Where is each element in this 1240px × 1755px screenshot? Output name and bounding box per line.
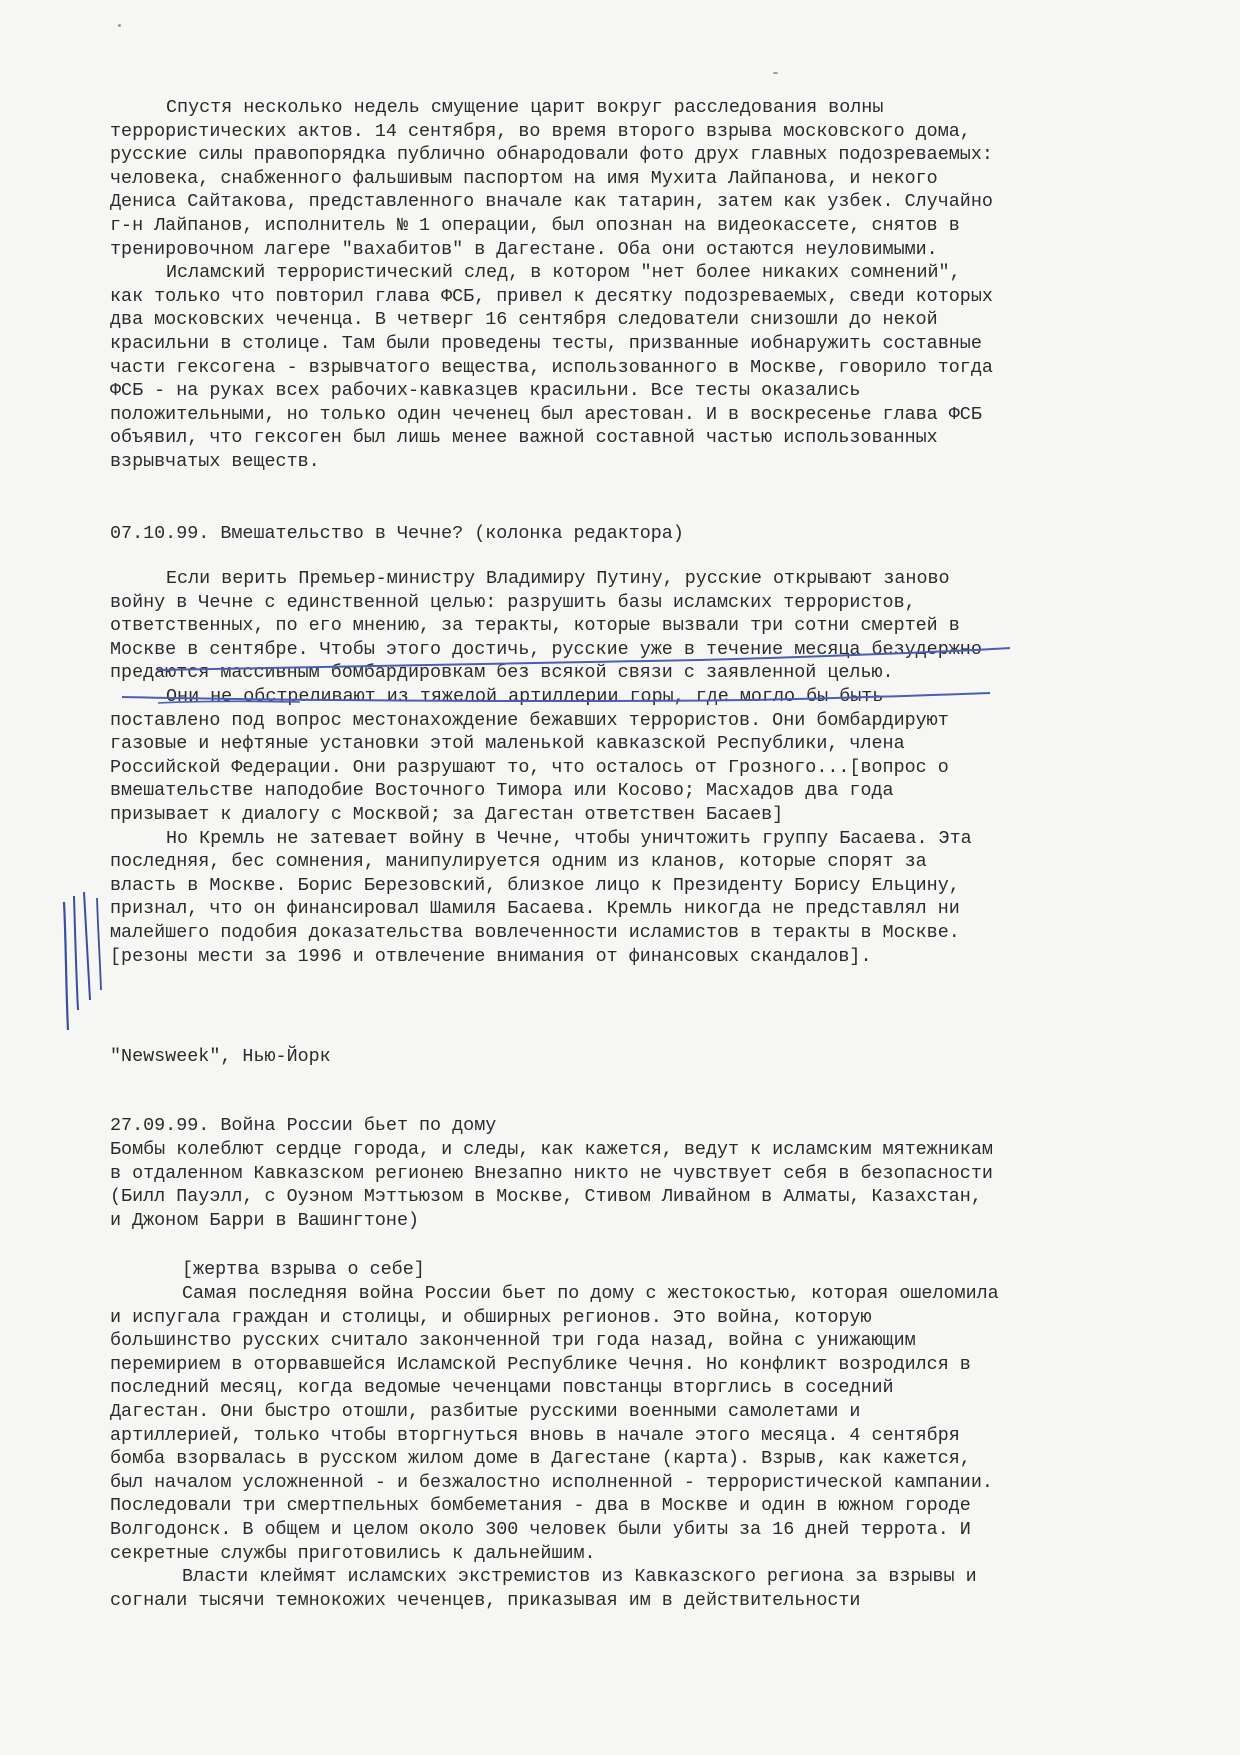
article-heading: 27.09.99. Война России бьет по дому (110, 1115, 497, 1136)
text-line: Дениса Сайтакова, представленного вначале как татарин, затем как узбек. Случайно (110, 191, 993, 213)
text-line: ФСБ - на руках всех рабочих-кавказцев красильни. Все тесты оказались (110, 380, 861, 402)
text-line: взрывчатых веществ. (110, 450, 320, 472)
margin-line-mark (74, 896, 78, 1010)
text-line: согнали тысячи темнокожих чеченцев, приказывая им в действительности (110, 1589, 861, 1611)
text-line: положительными, но только один чеченец был арестован. И в воскресенье глава ФСБ (110, 403, 982, 425)
paragraph-2 (110, 261, 1120, 473)
text-line: артиллерией, только чтобы вторгнуться вновь в начале этого месяца. 4 сентября (110, 1424, 960, 1446)
text-line: (Билл Пауэлл, с Оуэном Мэттьюзом в Москве, Стивом Ливайном в Алматы, Казахстан, (110, 1186, 982, 1208)
text-line: секретные службы приготовились к дальнейшим. (110, 1542, 596, 1564)
text-line: человека, снабженного фальшивым паспортом на имя Мухита Лайпанова, и некого (110, 167, 938, 189)
section-heading: 07.10.99. Вмешательство в Чечне? (колонка редактора) (110, 523, 684, 544)
margin-line-mark (84, 892, 90, 1000)
text-line: Волгодонск. В общем и целом около 300 человек были убиты за 16 дней террота. И (110, 1518, 971, 1540)
text-line: Российской Федерации. Они разрушают то, что осталось от Грозного...[вопрос о (110, 756, 949, 778)
section-1 (110, 96, 1120, 474)
text-line: как только что повторил глава ФСБ, привел к десятку подозреваемых, сведи которых (110, 285, 993, 307)
text-line: [резоны мести за 1996 и отвлечение внимания от финансовых скандалов]. (110, 945, 872, 967)
text-line: был началом усложненной - и безжалостно исполненной - террористической кампании. (110, 1471, 993, 1493)
text-line: Исламский террористический след, в котором "нет более никаких сомнений", (166, 262, 961, 284)
scan-speck (773, 72, 778, 74)
text-line: ответственных, по его мнению, за теракты, которые вызвали три сотни смертей в (110, 615, 960, 637)
text-line: Если верить Премьер-министру Владимиру Путину, русские открывают заново (166, 568, 950, 589)
text-line: газовые и нефтяные установки этой маленькой кавказской Республики, члена (110, 733, 905, 755)
text-line: и испугала граждан и столицы, и обширных регионов. Это война, которую (110, 1306, 872, 1328)
text-line: красильни в столице. Там были проведены тесты, призванные иобнаружить составные (110, 332, 982, 354)
text-line: Бомбы колеблют сердце города, и следы, как кажется, ведут к исламским мятежникам (110, 1139, 993, 1160)
paragraph-1 (110, 567, 1120, 685)
text-line: террористических актов. 14 сентября, во время второго взрыва московского дома, (110, 120, 971, 142)
text-line: Москве в сентябре. Чтобы этого достичь, русские уже в течение месяца безудержно (110, 638, 982, 660)
paragraph-1 (110, 1282, 1120, 1565)
text-line: последняя, бес сомнения, манипулируется одним из кланов, которые спорят за (110, 851, 927, 873)
photo-caption: [жертва взрыва о себе] (182, 1259, 425, 1281)
text-line: Самая последняя война России бьет по дому с жестокостью, которая ошеломила (182, 1282, 999, 1304)
text-line: Последовали три смертпельных бомбеметания - два в Москве и один в южном городе (110, 1495, 971, 1517)
source-label: "Newsweek", Нью-Йорк (110, 1046, 331, 1067)
text-line: Спустя несколько недель смущение царит вокруг расследования волны (166, 97, 884, 118)
article-lead (110, 1138, 1120, 1232)
section-2 (110, 522, 1120, 546)
text-line: бомба взорвалась в русском жилом доме в Дагестане (карта). Взрыв, как кажется, (110, 1448, 971, 1470)
section-3-body (110, 1114, 1120, 1612)
text-line: русские силы правопорядка публично обнародовали фото друх главных подозреваемых: (110, 144, 993, 166)
text-line: Но Кремль не затевает войну в Чечне, чтобы уничтожить группу Басаева. Эта (166, 827, 972, 849)
text-line: Дагестан. Они быстро отошли, разбитые русскими военными самолетами и (110, 1400, 861, 1422)
text-line: Они не обстреливают из тяжелой артиллерии горы, где могло бы быть (166, 685, 884, 707)
text-line: объявил, что гексоген был лишь менее важной составной частью использованных (110, 427, 938, 449)
section-2-body (110, 567, 1120, 968)
text-line: части гексогена - взрывчатого вещества, использованного в Москве, говорило тогда (110, 356, 993, 378)
scan-speck (118, 24, 121, 27)
paragraph-1 (110, 96, 1120, 261)
text-line: малейшего подобия доказательства вовлеченности исламистов в теракты в Москве. (110, 921, 960, 943)
text-line: перемирием в оторвавшейся Исламской Республике Чечня. Но конфликт возродился в (110, 1353, 971, 1375)
text-line: войну в Чечне с единственной целью: разрушить базы исламских террористов, (110, 591, 916, 613)
text-line: поставлено под вопрос местонахождение бежавших террористов. Они бомбардируют (110, 709, 949, 731)
paragraph-2 (110, 1565, 1120, 1612)
text-line: в отдаленном Кавказском регионею Внезапно никто не чувствует себя в безопасности (110, 1162, 993, 1184)
text-line: и Джоном Барри в Вашингтоне) (110, 1209, 420, 1231)
section-3 (110, 1045, 1120, 1069)
text-line: большинство русских считало законченной три года назад, война с унижающим (110, 1330, 916, 1352)
text-line: два московских чеченца. В четверг 16 сентября следователи снизошли до некой (110, 309, 938, 331)
paragraph-2 (110, 685, 1120, 827)
text-line: предаются массивным бомбардировкам без всякой связи с заявленной целью. (110, 662, 894, 684)
text-line: вмешательстве наподобие Восточного Тимора или Косово; Масхадов два года (110, 780, 894, 802)
margin-line-mark (64, 902, 68, 1030)
margin-line-mark (97, 898, 101, 990)
text-line: г-н Лайпанов, исполнитель № 1 операции, был опознан на видеокассете, снятов в (110, 214, 960, 236)
text-line: Власти клеймят исламских экстремистов из Кавказского региона за взрывы и (182, 1566, 977, 1588)
text-line: власть в Москве. Борис Березовский, близкое лицо к Президенту Борису Ельцину, (110, 874, 960, 896)
paragraph-3 (110, 827, 1120, 969)
text-line: признал, что он финансировал Шамиля Басаева. Кремль никогда не представлял ни (110, 898, 960, 920)
text-line: призывает к диалогу с Москвой; за Дагестан ответствен Басаев] (110, 803, 784, 825)
text-line: последний месяц, когда ведомые чеченцами повстанцы вторглись в соседний (110, 1377, 894, 1399)
text-line: тренировочном лагере "вахабитов" в Дагестане. Оба они остаются неуловимыми. (110, 238, 938, 260)
